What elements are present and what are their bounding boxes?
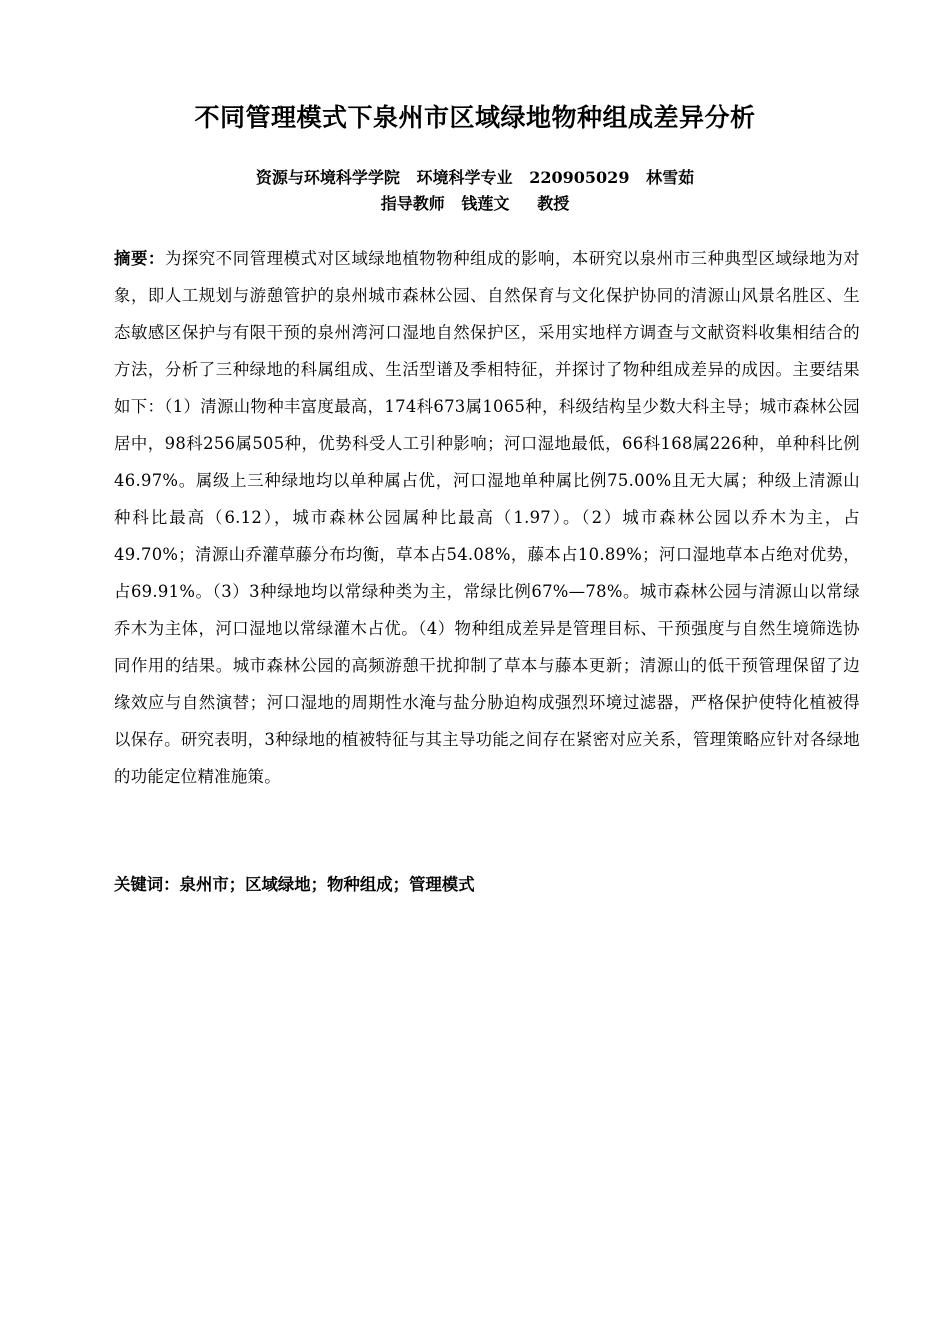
paper-title: 不同管理模式下泉州市区域绿地物种组成差异分析 <box>194 103 756 132</box>
abstract-label: 摘要： <box>114 249 165 268</box>
abstract-paragraph <box>114 240 860 795</box>
advisor-line: 指导教师 钱莲文 教授 <box>380 194 570 213</box>
abstract-text: 为探究不同管理模式对区域绿地植物物种组成的影响，本研究以泉州市三种典型区域绿地为对象，即人工规划与游憩管护的泉州城市森林公园、自然保育与文化保护协同的清源山风景名胜区、生态敏感区保护与有限干预的泉州湾河口湿地自然保护区，采用实地样方调查与文献资料收集相结合的方法，分析了三种绿地的科属组成、生活型谱及季相特征，并探讨了物种组成差异的成因。主要结果如下：（1）清源山物种丰富度最高，174科673属1065种，科级结构呈少数大科主导；城市森林公园居中，98科256属505种，优势科受人工引种影响；河口湿地最低，66科168属226种，单种科比例46.97%。属级上三种绿地均以单种属占优，河口湿地单种属比例75.00%且无大属；种级上清源山种科比最高（6.12），城市森林公园属种比最高（1.97）。（2）城市森林公园以乔木为主，占49.70%；清源山乔灌草藤分布均衡，草本占54.08%，藤本占10.89%；河口湿地草本占绝对优势，占69.91%。（3）3种绿地均以常绿种类为主，常绿比例67%—78%。城市森林公园与清源山以常绿乔木为主体，河口湿地以常绿灌木占优。（4）物种组成差异是管理目标、干预强度与自然生境筛选协同作用的结果。城市森林公园的高频游憩干扰抑制了草本与藤本更新；清源山的低干预管理保留了边缘效应与自然演替；河口湿地的周期性水淹与盐分胁迫构成强烈环境过滤器，严格保护使特化植被得以保存。研究表明，3种绿地的植被特征与其主导功能之间存在紧密对应关系，管理策略应针对各绿地的功能定位精准施策。 <box>114 249 860 786</box>
keywords-line: 关键词：泉州市；区域绿地；物种组成；管理模式 <box>114 875 475 894</box>
author-line: 资源与环境科学学院 环境科学专业 220905029 林雪茹 <box>255 168 695 187</box>
